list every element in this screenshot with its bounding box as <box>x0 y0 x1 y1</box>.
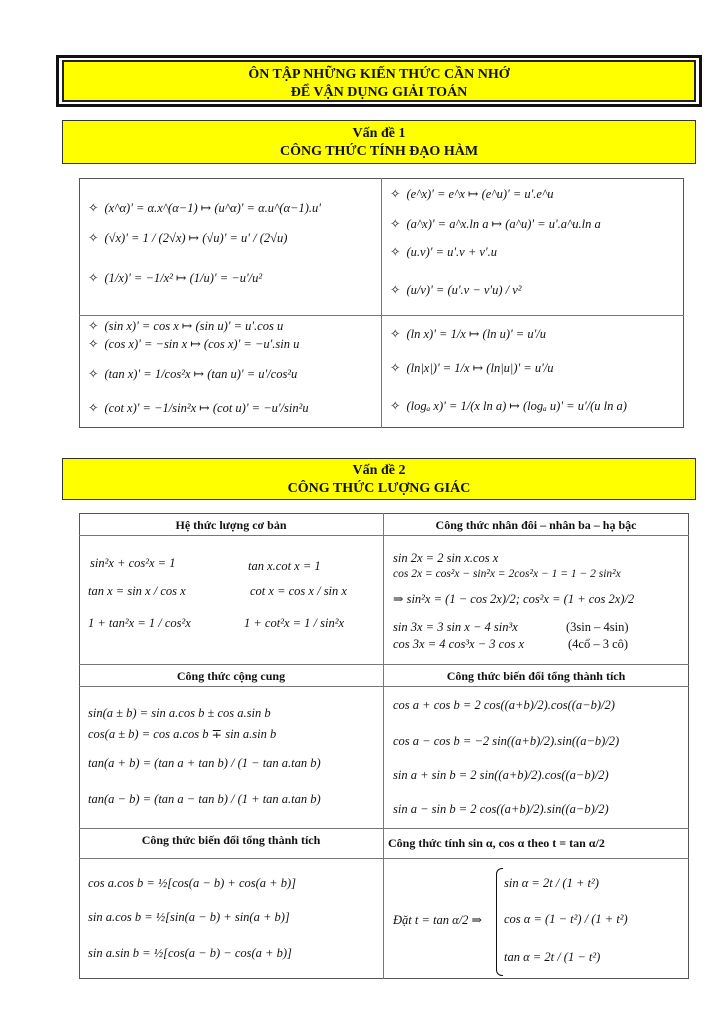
add-cos: cos(a ± b) = cos a.cos b ∓ sin a.sin b <box>88 727 277 741</box>
heading-double: Công thức nhân đôi – nhân ba – hạ bậc <box>435 518 637 532</box>
tan-half-cos: cos α = (1 − t²) / (1 + t²) <box>504 912 628 926</box>
heading-sum-to-prod: Công thức biến đổi tổng thành tích <box>446 669 626 683</box>
prod-coscos: cos a.cos b = ½[cos(a − b) + cos(a + b)] <box>88 876 297 890</box>
heading-basic: Hệ thức lượng cơ bản <box>175 518 287 532</box>
deriv-product: ✧ (u.v)' = u'.v + v'.u <box>390 245 497 259</box>
topic2-banner <box>62 458 696 500</box>
deriv-power: ✧ (x^α)' = α.x^(α−1) ↦ (u^α)' = α.u^(α−1).u' <box>88 201 321 215</box>
tan-half-brace <box>496 868 503 976</box>
basic-pythag: sin²x + cos²x = 1 <box>90 556 176 570</box>
topic2-subtitle: CÔNG THỨC LƯỢNG GIÁC <box>287 481 471 496</box>
basic-csc: 1 + cot²x = 1 / sin²x <box>244 616 345 630</box>
triple-cos: cos 3x = 4 cos³x − 3 cos x <box>393 637 524 651</box>
deriv-quotient: ✧ (u/v)' = (u'.v − v'u) / v² <box>390 283 522 297</box>
tan-half-sin: sin α = 2t / (1 + t²) <box>504 876 599 890</box>
deriv-reciprocal: ✧ (1/x)' = −1/x² ↦ (1/u)' = −u'/u² <box>88 271 263 285</box>
double-cos: cos 2x = cos²x − sin²x = 2cos²x − 1 = 1 − 2 sin²x <box>393 568 621 580</box>
trig-row-line-2 <box>79 664 689 665</box>
basic-cot: cot x = cos x / sin x <box>250 584 347 598</box>
trig-divider-v <box>383 513 384 979</box>
prod-sinsin: sin a.sin b = ½[cos(a − b) − cos(a + b)] <box>88 946 292 960</box>
trig-row-line-3 <box>79 686 689 687</box>
deriv-cot: ✧ (cot x)' = −1/sin²x ↦ (cot u)' = −u'/sin²u <box>88 401 309 415</box>
derivative-divider-v <box>381 178 382 428</box>
trig-row-line-5 <box>79 858 689 859</box>
add-tan-minus: tan(a − b) = (tan a − tan b) / (1 + tan a.tan b) <box>88 792 321 806</box>
header-line2: ĐỂ VẬN DỤNG GIẢI TOÁN <box>290 85 468 100</box>
sum-cos-minus: cos a − cos b = −2 sin((a+b)/2).sin((a−b)/2) <box>393 734 620 748</box>
basic-sec: 1 + tan²x = 1 / cos²x <box>88 616 191 630</box>
prod-sincos: sin a.cos b = ½[sin(a − b) + sin(a + b)] <box>88 910 290 924</box>
add-tan-plus: tan(a + b) = (tan a + tan b) / (1 − tan a.tan b) <box>88 756 321 770</box>
double-sin: sin 2x = 2 sin x.cos x <box>393 551 499 565</box>
trig-row-line-4 <box>79 828 689 829</box>
deriv-ln-abs: ✧ (ln|x|)' = 1/x ↦ (ln|u|)' = u'/u <box>390 361 554 375</box>
deriv-sqrt: ✧ (√x)' = 1 / (2√x) ↦ (√u)' = u' / (2√u) <box>88 231 288 245</box>
heading-add: Công thức cộng cung <box>176 669 286 683</box>
sum-sin-plus: sin a + sin b = 2 sin((a+b)/2).cos((a−b)/2) <box>393 768 609 782</box>
header-line1: ÔN TẬP NHỮNG KIẾN THỨC CẦN NHỚ <box>248 67 510 82</box>
heading-prod-to-sum: Công thức biến đổi tổng thành tích <box>141 833 321 847</box>
basic-tancot: tan x.cot x = 1 <box>248 559 321 573</box>
basic-tan: tan x = sin x / cos x <box>88 584 186 598</box>
tan-half-tan: tan α = 2t / (1 − t²) <box>504 950 601 964</box>
topic2-title: Vấn đề 2 <box>352 463 406 478</box>
trig-row-line-1 <box>79 535 689 536</box>
deriv-sin: ✧ (sin x)' = cos x ↦ (sin u)' = u'.cos u <box>88 319 284 333</box>
topic1-title: Vấn đề 1 <box>352 126 406 141</box>
derivative-divider-h <box>79 315 684 316</box>
deriv-tan: ✧ (tan x)' = 1/cos²x ↦ (tan u)' = u'/cos²u <box>88 367 298 381</box>
triple-cos-mnemonic: (4cổ – 3 cô) <box>568 637 629 651</box>
triple-sin-mnemonic: (3sin – 4sin) <box>566 620 629 634</box>
deriv-exp: ✧ (e^x)' = e^x ↦ (e^u)' = u'.e^u <box>390 187 554 201</box>
topic1-banner <box>62 120 696 164</box>
heading-tan-half: Công thức tính sin α, cos α theo t = tan α/2 <box>388 836 605 850</box>
sum-cos-plus: cos a + cos b = 2 cos((a+b)/2).cos((a−b)/2) <box>393 698 615 712</box>
lower-degree: ⇒ sin²x = (1 − cos 2x)/2; cos²x = (1 + cos 2x)/2 <box>393 592 635 606</box>
topic1-subtitle: CÔNG THỨC TÍNH ĐẠO HÀM <box>279 144 479 159</box>
deriv-exp-base: ✧ (a^x)' = a^x.ln a ↦ (a^u)' = u'.a^u.ln a <box>390 217 601 231</box>
sum-sin-minus: sin a − sin b = 2 cos((a+b)/2).sin((a−b)/2) <box>393 802 609 816</box>
header-banner <box>62 60 696 102</box>
deriv-cos: ✧ (cos x)' = −sin x ↦ (cos x)' = −u'.sin u <box>88 337 300 351</box>
deriv-ln: ✧ (ln x)' = 1/x ↦ (ln u)' = u'/u <box>390 327 546 341</box>
triple-sin: sin 3x = 3 sin x − 4 sin³x <box>393 620 518 634</box>
add-sin: sin(a ± b) = sin a.cos b ± cos a.sin b <box>88 706 271 720</box>
deriv-log: ✧ (logₐ x)' = 1/(x ln a) ↦ (logₐ u)' = u'/(u ln a) <box>390 399 627 413</box>
tan-half-intro: Đặt t = tan α/2 ⇒ <box>393 913 483 927</box>
